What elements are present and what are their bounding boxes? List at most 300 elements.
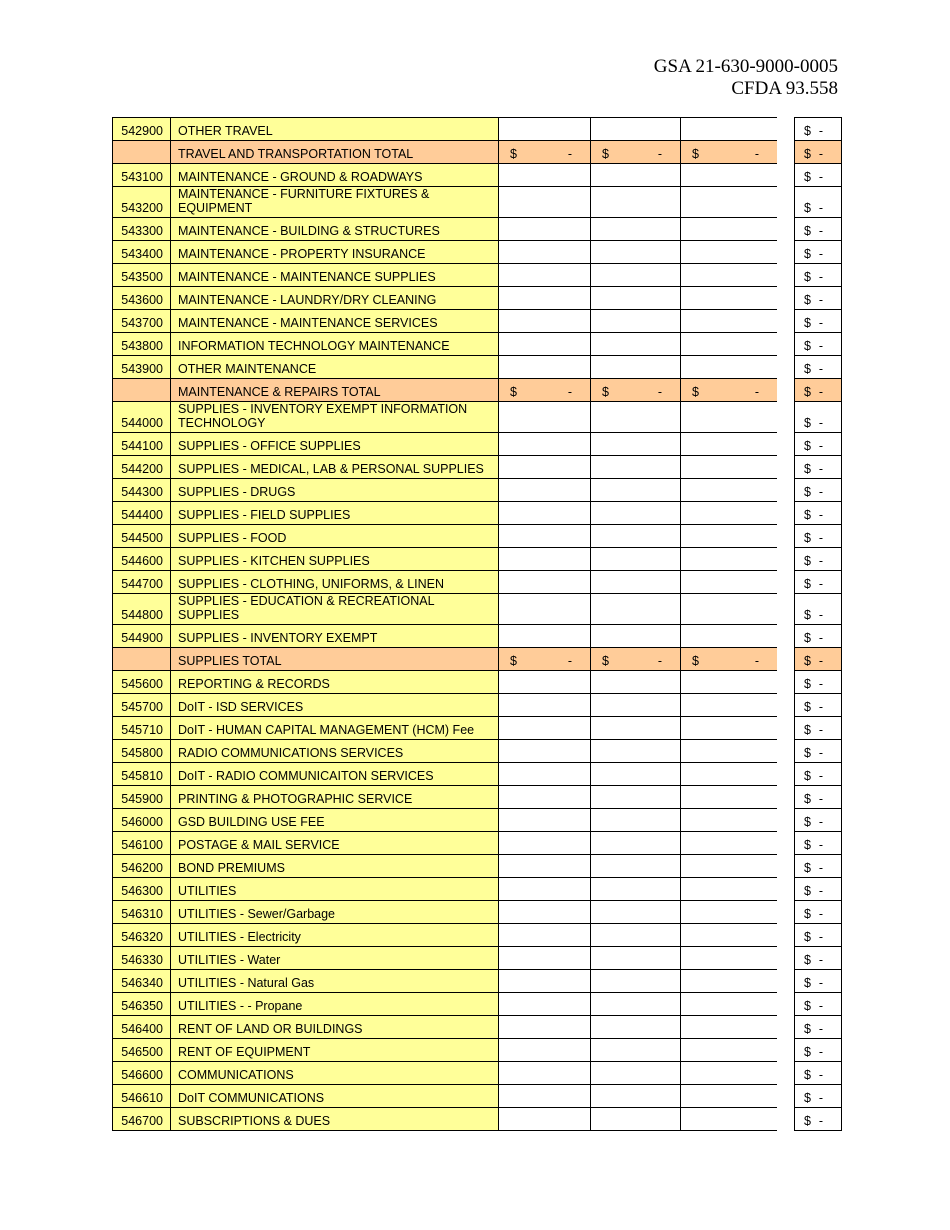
column-gap — [777, 1085, 795, 1108]
account-description: PRINTING & PHOTOGRAPHIC SERVICE — [171, 786, 499, 809]
amount-value: - — [818, 677, 823, 691]
account-description: SUPPLIES - OFFICE SUPPLIES — [171, 433, 499, 456]
total-row — [113, 379, 842, 402]
account-code — [113, 141, 171, 164]
currency-symbol: $ — [804, 700, 811, 714]
amount-cell-3 — [681, 717, 778, 740]
amount-value: - — [818, 1022, 823, 1036]
amount-cell-1 — [499, 379, 591, 402]
amount-value: - — [754, 385, 759, 399]
account-code: 546200 — [113, 855, 171, 878]
account-description: REPORTING & RECORDS — [171, 671, 499, 694]
currency-symbol: $ — [692, 147, 699, 161]
total-amount-cell — [795, 1085, 842, 1108]
amount-cell-3 — [681, 1039, 778, 1062]
account-code: 546340 — [113, 970, 171, 993]
budget-table-body — [113, 118, 842, 1131]
account-code: 544800 — [113, 594, 171, 625]
table-row — [113, 878, 842, 901]
account-code: 542900 — [113, 118, 171, 141]
amount-value: - — [818, 608, 823, 622]
total-amount-cell — [795, 525, 842, 548]
currency-symbol: $ — [804, 439, 811, 453]
amount-value: - — [818, 170, 823, 184]
amount-cell-1 — [499, 924, 591, 947]
total-amount-cell — [795, 310, 842, 333]
account-description: RADIO COMMUNICATIONS SERVICES — [171, 740, 499, 763]
amount-cell-2 — [591, 333, 681, 356]
amount-cell-2 — [591, 264, 681, 287]
table-row — [113, 1039, 842, 1062]
total-amount-cell — [795, 433, 842, 456]
currency-symbol: $ — [804, 930, 811, 944]
account-description: UTILITIES - Electricity — [171, 924, 499, 947]
amount-cell-1 — [499, 187, 591, 218]
total-amount-cell — [795, 187, 842, 218]
account-description: MAINTENANCE - MAINTENANCE SUPPLIES — [171, 264, 499, 287]
amount-value: - — [567, 654, 572, 668]
amount-value: - — [818, 124, 823, 138]
account-description: MAINTENANCE - GROUND & ROADWAYS — [171, 164, 499, 187]
amount-value: - — [818, 723, 823, 737]
amount-value: - — [818, 554, 823, 568]
column-gap — [777, 164, 795, 187]
table-row — [113, 809, 842, 832]
amount-cell-1 — [499, 740, 591, 763]
amount-cell-1 — [499, 717, 591, 740]
currency-symbol: $ — [804, 170, 811, 184]
amount-cell-3 — [681, 502, 778, 525]
amount-cell-1 — [499, 970, 591, 993]
amount-value: - — [818, 247, 823, 261]
currency-symbol: $ — [804, 362, 811, 376]
table-row — [113, 433, 842, 456]
table-row — [113, 479, 842, 502]
amount-cell-2 — [591, 187, 681, 218]
table-row — [113, 118, 842, 141]
amount-cell-2 — [591, 571, 681, 594]
amount-cell-3 — [681, 878, 778, 901]
total-amount-cell — [795, 970, 842, 993]
currency-symbol: $ — [804, 577, 811, 591]
column-gap — [777, 763, 795, 786]
total-amount-cell — [795, 218, 842, 241]
account-code: 545710 — [113, 717, 171, 740]
column-gap — [777, 993, 795, 1016]
account-code: 546610 — [113, 1085, 171, 1108]
amount-cell-1 — [499, 456, 591, 479]
amount-cell-3 — [681, 763, 778, 786]
amount-cell-2 — [591, 763, 681, 786]
total-amount-cell — [795, 333, 842, 356]
total-amount-cell — [795, 287, 842, 310]
account-code: 544900 — [113, 625, 171, 648]
table-row — [113, 456, 842, 479]
account-description: MAINTENANCE - PROPERTY INSURANCE — [171, 241, 499, 264]
amount-value: - — [818, 815, 823, 829]
amount-cell-2 — [591, 809, 681, 832]
account-code: 546330 — [113, 947, 171, 970]
column-gap — [777, 287, 795, 310]
amount-cell-3 — [681, 671, 778, 694]
amount-value: - — [818, 339, 823, 353]
total-amount-cell — [795, 594, 842, 625]
amount-cell-3 — [681, 1085, 778, 1108]
amount-cell-1 — [499, 947, 591, 970]
table-row — [113, 855, 842, 878]
amount-cell-3 — [681, 970, 778, 993]
total-amount-cell — [795, 648, 842, 671]
amount-cell-1 — [499, 1039, 591, 1062]
table-row — [113, 1108, 842, 1131]
amount-cell-1 — [499, 479, 591, 502]
amount-cell-1 — [499, 594, 591, 625]
table-row — [113, 402, 842, 433]
column-gap — [777, 525, 795, 548]
currency-symbol: $ — [804, 201, 811, 215]
amount-cell-2 — [591, 310, 681, 333]
column-gap — [777, 924, 795, 947]
amount-cell-1 — [499, 141, 591, 164]
account-description: TRAVEL AND TRANSPORTATION TOTAL — [171, 141, 499, 164]
amount-cell-2 — [591, 1062, 681, 1085]
account-code: 546350 — [113, 993, 171, 1016]
total-amount-cell — [795, 671, 842, 694]
amount-cell-1 — [499, 356, 591, 379]
amount-cell-1 — [499, 809, 591, 832]
currency-symbol: $ — [804, 462, 811, 476]
account-code: 546500 — [113, 1039, 171, 1062]
column-gap — [777, 456, 795, 479]
amount-cell-3 — [681, 333, 778, 356]
amount-cell-3 — [681, 548, 778, 571]
column-gap — [777, 625, 795, 648]
account-code: 543100 — [113, 164, 171, 187]
amount-value: - — [818, 953, 823, 967]
amount-value: - — [754, 654, 759, 668]
table-row — [113, 594, 842, 625]
amount-value: - — [818, 385, 823, 399]
amount-cell-3 — [681, 571, 778, 594]
table-row — [113, 993, 842, 1016]
account-description: SUPPLIES - MEDICAL, LAB & PERSONAL SUPPLIES — [171, 456, 499, 479]
amount-value: - — [818, 861, 823, 875]
cfda-number: CFDA 93.558 — [731, 78, 838, 99]
currency-symbol: $ — [804, 339, 811, 353]
amount-value: - — [818, 293, 823, 307]
amount-cell-2 — [591, 832, 681, 855]
amount-value: - — [818, 907, 823, 921]
amount-cell-3 — [681, 164, 778, 187]
account-code: 544000 — [113, 402, 171, 433]
account-description: MAINTENANCE - LAUNDRY/DRY CLEANING — [171, 287, 499, 310]
amount-cell-3 — [681, 456, 778, 479]
amount-cell-1 — [499, 625, 591, 648]
account-description: DoIT - RADIO COMMUNICAITON SERVICES — [171, 763, 499, 786]
table-row — [113, 694, 842, 717]
account-description: SUPPLIES - INVENTORY EXEMPT INFORMATION TECHNOLOGY — [171, 402, 499, 433]
account-description: MAINTENANCE & REPAIRS TOTAL — [171, 379, 499, 402]
amount-cell-1 — [499, 571, 591, 594]
amount-cell-3 — [681, 479, 778, 502]
currency-symbol: $ — [804, 723, 811, 737]
account-code: 546310 — [113, 901, 171, 924]
amount-cell-2 — [591, 1039, 681, 1062]
amount-value: - — [818, 416, 823, 430]
amount-cell-3 — [681, 241, 778, 264]
total-amount-cell — [795, 832, 842, 855]
currency-symbol: $ — [602, 385, 609, 399]
account-description: SUPPLIES - DRUGS — [171, 479, 499, 502]
amount-cell-3 — [681, 141, 778, 164]
amount-cell-1 — [499, 1108, 591, 1131]
amount-value: - — [657, 385, 662, 399]
amount-value: - — [818, 999, 823, 1013]
amount-cell-1 — [499, 287, 591, 310]
amount-cell-1 — [499, 333, 591, 356]
amount-cell-2 — [591, 901, 681, 924]
amount-cell-2 — [591, 118, 681, 141]
amount-value: - — [567, 147, 572, 161]
currency-symbol: $ — [804, 976, 811, 990]
table-row — [113, 832, 842, 855]
total-amount-cell — [795, 717, 842, 740]
amount-cell-3 — [681, 356, 778, 379]
column-gap — [777, 187, 795, 218]
total-amount-cell — [795, 924, 842, 947]
account-code: 543300 — [113, 218, 171, 241]
account-description: COMMUNICATIONS — [171, 1062, 499, 1085]
amount-cell-1 — [499, 832, 591, 855]
account-code: 543600 — [113, 287, 171, 310]
currency-symbol: $ — [804, 1068, 811, 1082]
total-amount-cell — [795, 571, 842, 594]
total-amount-cell — [795, 694, 842, 717]
amount-cell-1 — [499, 525, 591, 548]
currency-symbol: $ — [692, 654, 699, 668]
currency-symbol: $ — [602, 654, 609, 668]
total-amount-cell — [795, 264, 842, 287]
amount-cell-1 — [499, 118, 591, 141]
amount-cell-3 — [681, 901, 778, 924]
account-description: DoIT - HUMAN CAPITAL MANAGEMENT (HCM) Fee — [171, 717, 499, 740]
amount-cell-1 — [499, 648, 591, 671]
total-amount-cell — [795, 241, 842, 264]
amount-cell-2 — [591, 947, 681, 970]
account-code: 545700 — [113, 694, 171, 717]
account-code: 544600 — [113, 548, 171, 571]
currency-symbol: $ — [804, 861, 811, 875]
column-gap — [777, 878, 795, 901]
column-gap — [777, 1062, 795, 1085]
total-amount-cell — [795, 456, 842, 479]
account-description: DoIT COMMUNICATIONS — [171, 1085, 499, 1108]
column-gap — [777, 379, 795, 402]
amount-cell-1 — [499, 855, 591, 878]
amount-cell-1 — [499, 218, 591, 241]
amount-cell-3 — [681, 402, 778, 433]
currency-symbol: $ — [804, 907, 811, 921]
currency-symbol: $ — [804, 838, 811, 852]
account-description: MAINTENANCE - MAINTENANCE SERVICES — [171, 310, 499, 333]
account-code: 545800 — [113, 740, 171, 763]
account-description: RENT OF EQUIPMENT — [171, 1039, 499, 1062]
column-gap — [777, 571, 795, 594]
account-description: GSD BUILDING USE FEE — [171, 809, 499, 832]
amount-value: - — [818, 1045, 823, 1059]
total-amount-cell — [795, 993, 842, 1016]
amount-cell-3 — [681, 809, 778, 832]
column-gap — [777, 671, 795, 694]
amount-value: - — [818, 1114, 823, 1128]
amount-value: - — [818, 1068, 823, 1082]
amount-cell-3 — [681, 218, 778, 241]
total-amount-cell — [795, 502, 842, 525]
account-description: MAINTENANCE - FURNITURE FIXTURES & EQUIPMENT — [171, 187, 499, 218]
amount-cell-2 — [591, 356, 681, 379]
account-description: SUPPLIES - FIELD SUPPLIES — [171, 502, 499, 525]
column-gap — [777, 1039, 795, 1062]
account-description: SUPPLIES TOTAL — [171, 648, 499, 671]
total-amount-cell — [795, 479, 842, 502]
amount-cell-2 — [591, 548, 681, 571]
amount-value: - — [818, 792, 823, 806]
amount-cell-2 — [591, 648, 681, 671]
amount-cell-2 — [591, 594, 681, 625]
account-code: 545900 — [113, 786, 171, 809]
currency-symbol: $ — [804, 316, 811, 330]
account-description: SUPPLIES - EDUCATION & RECREATIONAL SUPPLIES — [171, 594, 499, 625]
currency-symbol: $ — [510, 147, 517, 161]
currency-symbol: $ — [804, 247, 811, 261]
table-row — [113, 356, 842, 379]
account-code: 545600 — [113, 671, 171, 694]
currency-symbol: $ — [804, 884, 811, 898]
amount-cell-3 — [681, 694, 778, 717]
currency-symbol: $ — [804, 654, 811, 668]
amount-value: - — [567, 385, 572, 399]
account-code: 546300 — [113, 878, 171, 901]
table-row — [113, 264, 842, 287]
total-amount-cell — [795, 740, 842, 763]
amount-cell-2 — [591, 694, 681, 717]
amount-value: - — [818, 976, 823, 990]
budget-table — [112, 117, 842, 1131]
account-code: 543800 — [113, 333, 171, 356]
account-code: 546400 — [113, 1016, 171, 1039]
currency-symbol: $ — [510, 385, 517, 399]
amount-value: - — [818, 577, 823, 591]
account-description: UTILITIES - Natural Gas — [171, 970, 499, 993]
column-gap — [777, 809, 795, 832]
amount-value: - — [818, 930, 823, 944]
table-row — [113, 241, 842, 264]
amount-cell-3 — [681, 832, 778, 855]
amount-cell-2 — [591, 993, 681, 1016]
currency-symbol: $ — [804, 769, 811, 783]
currency-symbol: $ — [804, 815, 811, 829]
account-description: UTILITIES - Sewer/Garbage — [171, 901, 499, 924]
amount-cell-1 — [499, 164, 591, 187]
total-amount-cell — [795, 548, 842, 571]
amount-value: - — [818, 1091, 823, 1105]
column-gap — [777, 786, 795, 809]
currency-symbol: $ — [602, 147, 609, 161]
total-amount-cell — [795, 141, 842, 164]
column-gap — [777, 479, 795, 502]
column-gap — [777, 333, 795, 356]
account-description: RENT OF LAND OR BUILDINGS — [171, 1016, 499, 1039]
amount-value: - — [818, 485, 823, 499]
total-amount-cell — [795, 164, 842, 187]
table-row — [113, 740, 842, 763]
account-code: 543900 — [113, 356, 171, 379]
column-gap — [777, 740, 795, 763]
total-amount-cell — [795, 379, 842, 402]
amount-cell-1 — [499, 786, 591, 809]
amount-cell-3 — [681, 786, 778, 809]
amount-value: - — [818, 531, 823, 545]
amount-cell-2 — [591, 241, 681, 264]
column-gap — [777, 970, 795, 993]
amount-cell-1 — [499, 264, 591, 287]
currency-symbol: $ — [804, 1091, 811, 1105]
account-code: 543700 — [113, 310, 171, 333]
amount-cell-3 — [681, 187, 778, 218]
amount-cell-3 — [681, 594, 778, 625]
amount-cell-2 — [591, 433, 681, 456]
account-code — [113, 379, 171, 402]
amount-cell-2 — [591, 625, 681, 648]
account-description: UTILITIES - Water — [171, 947, 499, 970]
table-row — [113, 187, 842, 218]
column-gap — [777, 947, 795, 970]
currency-symbol: $ — [804, 416, 811, 430]
amount-cell-2 — [591, 1108, 681, 1131]
account-description: SUPPLIES - FOOD — [171, 525, 499, 548]
column-gap — [777, 141, 795, 164]
account-code: 546000 — [113, 809, 171, 832]
column-gap — [777, 832, 795, 855]
table-row — [113, 625, 842, 648]
account-description: BOND PREMIUMS — [171, 855, 499, 878]
column-gap — [777, 548, 795, 571]
currency-symbol: $ — [804, 385, 811, 399]
total-amount-cell — [795, 763, 842, 786]
amount-cell-2 — [591, 924, 681, 947]
total-amount-cell — [795, 356, 842, 379]
amount-cell-3 — [681, 118, 778, 141]
amount-value: - — [818, 508, 823, 522]
amount-cell-2 — [591, 970, 681, 993]
amount-cell-1 — [499, 694, 591, 717]
account-code: 546100 — [113, 832, 171, 855]
account-description: INFORMATION TECHNOLOGY MAINTENANCE — [171, 333, 499, 356]
currency-symbol: $ — [804, 746, 811, 760]
amount-cell-3 — [681, 287, 778, 310]
table-row — [113, 901, 842, 924]
account-code: 543500 — [113, 264, 171, 287]
account-description: UTILITIES — [171, 878, 499, 901]
account-description: POSTAGE & MAIL SERVICE — [171, 832, 499, 855]
amount-value: - — [818, 462, 823, 476]
account-code: 546700 — [113, 1108, 171, 1131]
total-amount-cell — [795, 402, 842, 433]
amount-value: - — [657, 147, 662, 161]
table-row — [113, 786, 842, 809]
amount-cell-3 — [681, 924, 778, 947]
total-amount-cell — [795, 1039, 842, 1062]
